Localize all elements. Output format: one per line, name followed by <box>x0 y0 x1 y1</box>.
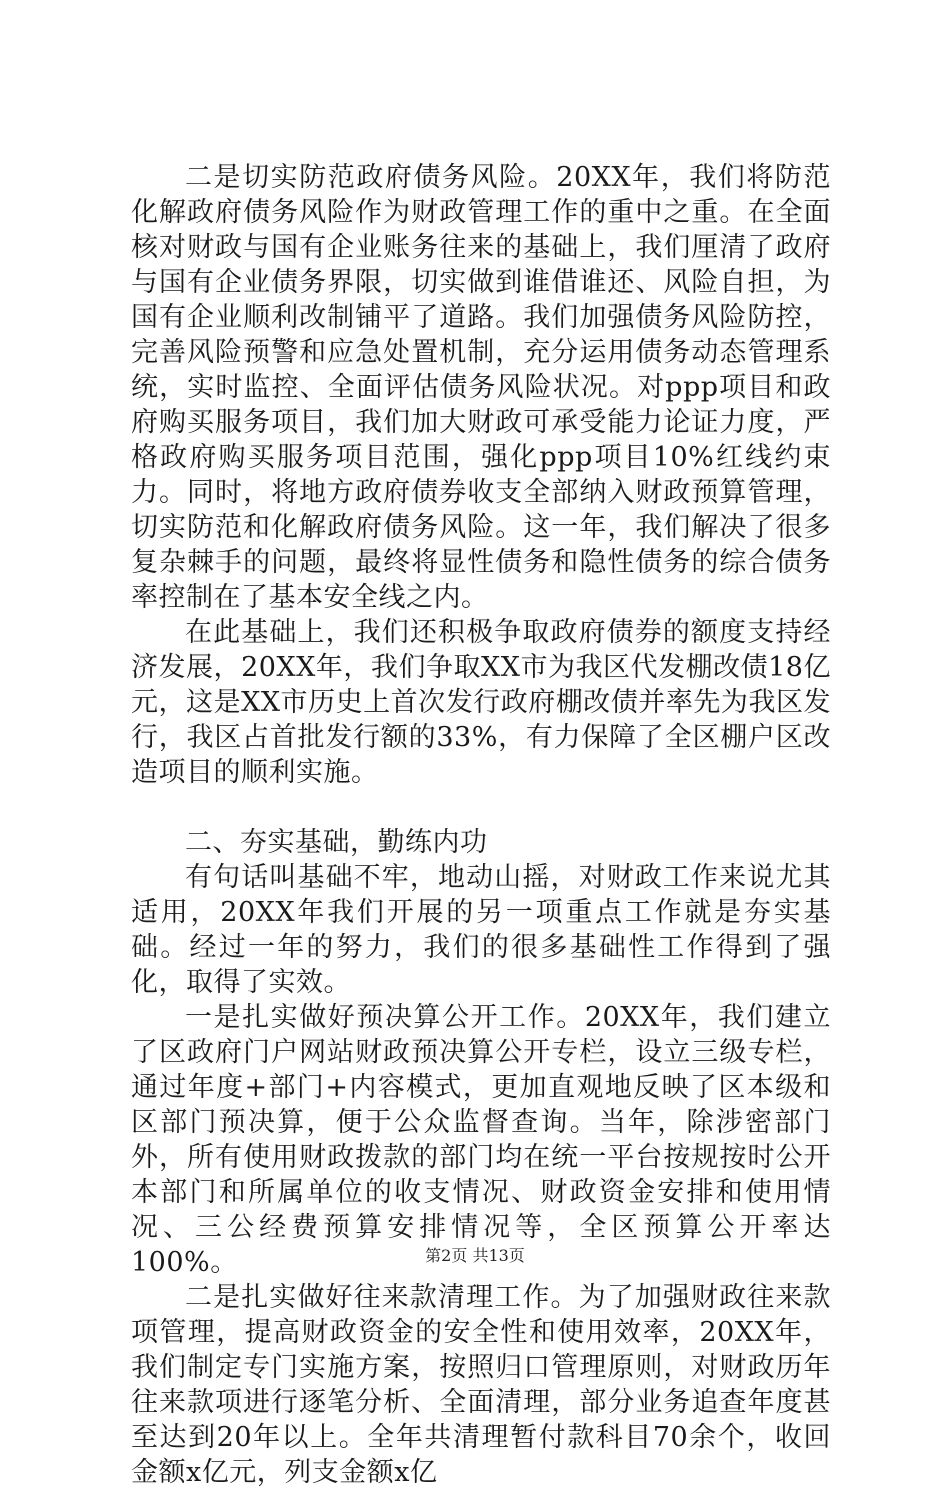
section-heading: 二、夯实基础，勤练内功 <box>185 827 488 858</box>
page-number-footer: 第2页 共13页 <box>425 1246 525 1265</box>
paragraph-budget-disclosure: 一是扎实做好预决算公开工作。20XX年，我们建立了区政府门户网站财政预决算公开专栏，设立三级专栏，通过年度+部门+内容模式，更加直观地反映了区本级和区部门预决算，便于公众监督查询。当年，除涉密部门外，所有使用财政拨款的部门均在统一平台按规按时公开本部门和所属单位的收支情况、财政资金安排和使用情况、三公经费预算安排情况等，全区预算公开率达100%。 <box>131 1002 831 1278</box>
paragraph-debt-risk: 二是切实防范政府债务风险。20XX年，我们将防范化解政府债务风险作为财政管理工作的重中之重。在全面核对财政与国有企业账务往来的基础上，我们厘清了政府与国有企业债务界限，切实做到谁借谁还、风险自担，为国有企业顺利改制铺平了道路。我们加强债务风险防控，完善风险预警和应急处置机制，充分运用债务动态管理系统，实时监控、全面评估债务风险状况。对ppp项目和政府购买服务项目，我们加大财政可承受能力论证力度，严格政府购买服务项目范围，强化ppp项目10%红线约束力。同时，将地方政府债券收支全部纳入财政预算管理，切实防范和化解政府债务风险。这一年，我们解决了很多复杂棘手的问题，最终将显性债务和隐性债务的综合债务率控制在了基本安全线之内。 <box>131 162 831 613</box>
paragraph-foundation-intro: 有句话叫基础不牢，地动山摇，对财政工作来说尤其适用，20XX年我们开展的另一项重点工作就是夯实基础。经过一年的努力，我们的很多基础性工作得到了强化，取得了实效。 <box>131 862 831 998</box>
paragraph-spacer <box>131 790 831 825</box>
paragraph-bond-quota: 在此基础上，我们还积极争取政府债券的额度支持经济发展，20XX年，我们争取XX市为我区代发棚改债18亿元，这是XX市历史上首次发行政府棚改债并率先为我区发行，我区占首批发行额的33%，有力保障了全区棚户区改造项目的顺利实施。 <box>131 617 831 788</box>
paragraph-account-cleanup: 二是扎实做好往来款清理工作。为了加强财政往来款项管理，提高财政资金的安全性和使用效率，20XX年，我们制定专门实施方案，按照归口管理原则，对财政历年往来款项进行逐笔分析、全面清理，部分业务追查年度甚至达到20年以上。全年共清理暂付款科目70余个，收回金额x亿元，列支金额x亿 <box>131 1282 831 1488</box>
document-body <box>131 160 831 1490</box>
